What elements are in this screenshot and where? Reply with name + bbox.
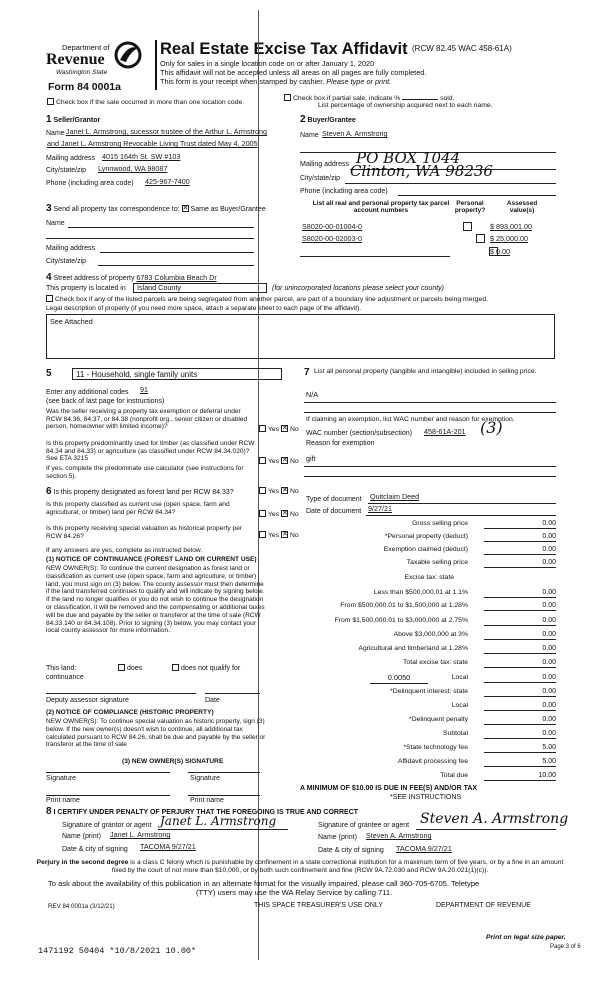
section7-doc-date[interactable]: 9/27/21 — [368, 504, 392, 513]
tax-value[interactable]: 5.00 — [484, 758, 556, 767]
parcels-header-personal: Personal property? — [454, 200, 486, 215]
section6-n1-title: (1) NOTICE OF CONTINUANCE (FOREST LAND OR CURRENT USE) — [46, 556, 257, 563]
section5-add-codes[interactable]: 91 — [140, 385, 148, 394]
section6-n3-title: (3) NEW OWNER(S) SIGNATURE — [122, 758, 224, 765]
section4-uninc: (for unincorporated locations please select your county) — [272, 285, 444, 292]
seller-phone[interactable]: 425-967-7400 — [145, 177, 190, 186]
section7-doc-date-label: Date of document — [306, 508, 362, 515]
section6-n2-title: (2) NOTICE OF COMPLIANCE (HISTORIC PROPERTY) — [46, 709, 214, 716]
section7-reason-line-2 — [304, 476, 556, 477]
section5-q2-yes-label: Yes — [268, 458, 280, 465]
tax-label: Affidavit processing fee — [397, 758, 468, 765]
section6-sig-1: Signature — [46, 775, 76, 782]
header-sub3-b: Please type or print. — [326, 77, 392, 86]
seller-phone-label: Phone (including area code) — [46, 180, 134, 187]
same-as-buyer-checkbox[interactable] — [182, 205, 189, 212]
tax-value[interactable]: 0.00 — [484, 631, 556, 640]
section6-this-land: This land: — [46, 665, 77, 672]
seller-mailing-label: Mailing address — [46, 155, 96, 162]
section6-q2-no-label: No — [289, 511, 299, 518]
parcel-row-2-personal[interactable] — [476, 234, 485, 243]
section6-q3-no[interactable] — [281, 531, 288, 538]
section7-value[interactable]: N/A — [306, 390, 318, 399]
header-sub3-a: This form is your receipt when stamped by cashier. — [160, 77, 325, 86]
tax-label: Subtotal — [443, 730, 468, 737]
page-title: Real Estate Excise Tax Affidavit — [160, 40, 408, 58]
tax-see-instr: *SEE INSTRUCTIONS — [390, 794, 462, 801]
grantee-name-label: Name (print) — [318, 834, 357, 841]
section5-q2: Is this property predominantly used for timber (as classified under RCW 84.34 and 84.33) or agriculture (as classified under RCW 84.34.020)? See ETA 3215 — [46, 440, 255, 463]
tax-value[interactable]: 0.00 — [484, 645, 556, 654]
recording-stamp: 1471192 50404 *10/8/2021 10.00* — [38, 946, 197, 956]
tax-label: Taxable selling price — [406, 559, 468, 566]
tax-label: *Delinquent interest: state — [390, 688, 468, 695]
same-as-buyer-label: Same as Buyer/Grantee — [190, 206, 266, 213]
section7-wac-label: WAC number (section/subsection) — [306, 430, 412, 437]
section5-q1: Was the seller receiving a property tax exemption or deferral under RCW 84.36, 84.37, or 84.38 (nonprofit org., senior citizen or disabled person, homeowner with limited income)? — [46, 408, 248, 431]
section7-doc-date-line — [366, 515, 556, 516]
grantee-name[interactable]: Steven A. Armstrong — [366, 831, 432, 840]
section6-print-2: Print name — [190, 797, 224, 804]
section3-label: Send all property tax correspondence to: — [53, 206, 180, 213]
grantee-sig-line — [416, 829, 556, 830]
page-number: Page 3 of 6 — [550, 944, 581, 950]
tax-label: Above $3,000,000 at 3% — [393, 631, 468, 638]
section3-mailing-label: Mailing address — [46, 245, 96, 252]
section6-if-yes: If any answers are yes, complete as instructed below. — [46, 547, 203, 554]
section3-city-label: City/state/zip — [46, 258, 87, 265]
tax-value[interactable]: 0.00 — [484, 602, 556, 611]
tax-value[interactable]: 0.00 — [484, 730, 556, 739]
tax-row-tier1 — [300, 589, 556, 601]
seller-name-label: Name — [46, 130, 65, 137]
tax-label: Local — [451, 674, 468, 681]
section7-num: 7 — [304, 367, 310, 378]
section6-q2: Is this property classified as current use (open space, farm and agricultural, or timber) land per RCW 84.34? — [46, 501, 230, 516]
tax-row-gross — [300, 520, 556, 532]
buyer-city[interactable]: Clinton, WA 98236 — [350, 162, 493, 180]
section6-q3-answer[interactable] — [259, 531, 299, 540]
section5-q1-no-label: No — [289, 426, 299, 433]
rcw-ref: (RCW 82.45 WAC 458-61A) — [412, 44, 512, 53]
section7-reason-label: Reason for exemption — [306, 440, 375, 447]
section4-street-row — [46, 272, 217, 284]
grantee-date-label: Date & city of signing — [318, 847, 384, 854]
parcel-row-1-personal[interactable] — [463, 222, 472, 231]
section3-city-line — [98, 265, 254, 266]
section3-name-label: Name — [46, 220, 65, 227]
section6-does-not-check[interactable] — [172, 664, 240, 673]
tax-row-tech-fee — [300, 744, 556, 756]
grantor-sig-line — [158, 829, 288, 830]
section4-located-label: This property is located in — [46, 285, 126, 292]
perjury-text: is a class C felony which is punishable by confinement in a state correctional institution for a maximum term of five years, or by a fine in an amount fixed by the court of not more than $10,000, or by both such confinement and fine (RCW 9A.72.030 and RCW 9A.20.021(1)(c)). — [111, 859, 564, 875]
tax-value[interactable]: 0.00 — [484, 688, 556, 697]
section6-q1-no[interactable] — [281, 487, 288, 494]
section6-q1-no-label: No — [289, 488, 299, 495]
section6-deputy-sig: Deputy assessor signature — [46, 697, 129, 704]
tax-value[interactable]: 5.00 — [484, 744, 556, 753]
grantor-sig-label: Signature of grantor or agent — [62, 822, 152, 829]
tax-row-personal — [300, 533, 556, 545]
legal-paper-note: Print on legal size paper. — [486, 934, 566, 941]
tax-value[interactable]: 0.00 — [484, 589, 556, 598]
section6-q2-yes[interactable] — [259, 510, 266, 517]
dor-footer: DEPARTMENT OF REVENUE — [436, 902, 531, 909]
tax-value[interactable]: 0.00 — [484, 546, 556, 555]
section6-print-1: Print name — [46, 797, 80, 804]
buyer-mailing-label: Mailing address — [300, 161, 350, 168]
buyer-city-line — [345, 183, 556, 184]
section4-num: 4 — [46, 272, 52, 283]
treasurer-use: THIS SPACE TREASURER'S USE ONLY — [254, 902, 383, 909]
buyer-heading — [300, 114, 356, 126]
section6-q3: Is this property receiving special valuation as historical property per RCW 84.26? — [46, 525, 243, 540]
tax-value[interactable]: 0.00 — [484, 659, 556, 668]
tax-value[interactable]: 0.00 — [484, 716, 556, 725]
section7-doc-type-line — [368, 503, 556, 504]
grantor-name-label: Name (print) — [62, 833, 101, 840]
section3-name-line — [68, 227, 254, 228]
section4-segregated[interactable] — [46, 295, 488, 304]
section6-deputy-date: Date — [205, 697, 220, 704]
section5-q2-answer[interactable] — [259, 457, 299, 466]
section4-legal-label: Legal description of property (if you need more space, attach a separate sheet to each page of the affidavit). — [46, 305, 362, 312]
dor-emblem-icon — [114, 40, 142, 70]
section5-q1-no[interactable] — [281, 425, 288, 432]
section5-add-codes-label: Enter any additional codes — [46, 389, 129, 396]
section6-q1: Is this property designated as forest land per RCW 84.33? — [53, 489, 234, 496]
tax-row-processing — [300, 758, 556, 770]
partial-sale-pct[interactable] — [402, 93, 438, 100]
seller-heading — [46, 114, 100, 126]
section3-mailing-line — [100, 252, 254, 253]
section8-certify: I CERTIFY UNDER PENALTY OF PERJURY THAT THE FOREGOING IS TRUE AND CORRECT — [53, 809, 359, 816]
perjury-notice — [30, 859, 570, 875]
form-number: Form 84 0001a — [48, 81, 121, 93]
dor-logo — [46, 40, 156, 92]
parcel-row-2-number[interactable]: S8020-00-02003-0 — [302, 234, 362, 243]
section7-exempt-label: If claiming an exemption, list WAC number and reason for exemption. — [306, 416, 515, 423]
section6-does-checkbox[interactable] — [118, 664, 125, 671]
tax-label: Exemption claimed (deduct) — [383, 546, 468, 553]
section6-does-not-label: does not qualify for — [181, 665, 241, 672]
multi-location-checkbox[interactable] — [47, 98, 54, 105]
grantor-signature[interactable]: Janet L. Armstrong — [160, 814, 277, 828]
tax-label: From $1,500,000.01 to $3,000,000 at 2.75% — [334, 617, 468, 624]
grantor-date[interactable]: TACOMA 9/27/21 — [140, 842, 196, 851]
tax-row-subtotal — [300, 730, 556, 742]
section7-wac[interactable]: 458-61A-201 — [424, 427, 466, 436]
section7-doc-type-label: Type of document — [306, 496, 362, 503]
partial-sale-label: Check box if partial sale, indicate % — [293, 95, 401, 102]
tax-label: From $500,000.01 to $1,500,000 at 1.28% — [340, 602, 468, 609]
tax-row-total-state — [300, 659, 556, 671]
header-sub3 — [160, 78, 391, 86]
section4-county: Island County — [137, 283, 181, 292]
seller-city-label: City/state/zip — [46, 167, 87, 174]
tax-label: Total excise tax: state — [403, 659, 468, 666]
grantee-signature[interactable]: Steven A. Armstrong — [420, 811, 569, 827]
tax-row-tier4 — [300, 631, 556, 643]
parcels-header-assessed: Assessed value(s) — [506, 200, 538, 215]
section4-legal-box[interactable] — [46, 314, 555, 359]
tax-value[interactable]: 0.00 — [484, 617, 556, 626]
section6-q3-yes-label: Yes — [268, 532, 280, 539]
section5-q2-no[interactable] — [281, 457, 288, 464]
multi-location-label: Check box if the sale occurred in more than one location code. — [56, 99, 245, 106]
tax-row-delinq-state — [300, 688, 556, 700]
tax-value[interactable]: 0.00 — [484, 533, 556, 542]
tax-label: *State technology fee — [403, 744, 468, 751]
deputy-sig-line[interactable] — [46, 693, 196, 694]
buyer-name-label: Name — [300, 132, 319, 139]
section6-n2-body: NEW OWNER(S): To continue special valuation as historic property, sign (3) below. If the new owner(s) doesn't wish to continue, all additional tax calculated pursuant to RCW 84.26, shall be due and payable by the seller or transferor at the time of sale — [46, 718, 266, 749]
parcels-header-list: List all real and personal property tax parcel account numbers — [312, 200, 450, 215]
tax-value[interactable]: 0.00 — [484, 559, 556, 568]
access-line-1: To ask about the availability of this publication in an alternate format for the visually impaired, please call 360-705-6705. Teletype — [48, 879, 480, 888]
parcel-row-1-number[interactable]: S8020-00-01004-0 — [302, 222, 362, 231]
grantor-date-label: Date & city of signing — [62, 846, 128, 853]
section6-q2-answer[interactable] — [259, 510, 299, 519]
dor-state: Washington State — [56, 69, 108, 76]
seller-title: Seller/Grantor — [53, 117, 101, 124]
rev-number: REV 84 0001a (3/12/21) — [48, 903, 115, 910]
tax-label: Excise tax: state — [404, 574, 454, 581]
section4-legal-value: See Attached — [50, 317, 93, 326]
perjury-bold: Perjury in the second degree — [36, 859, 129, 866]
access-line-2: (TTY) users may use the WA Relay Service by calling 711. — [196, 888, 393, 897]
section6-q1-row — [46, 486, 234, 498]
section5-q2-no-label: No — [289, 458, 299, 465]
header-sub2: This affidavit will not be accepted unless all areas on all pages are fully completed. — [160, 68, 427, 77]
grantee-date[interactable]: TACOMA 9/27/21 — [396, 844, 452, 853]
section7-reason-line-1 — [304, 466, 556, 467]
section3-heading — [46, 203, 266, 215]
section6-q2-yes-label: Yes — [268, 511, 280, 518]
section6-q3-yes[interactable] — [259, 531, 266, 538]
section6-does-not-checkbox[interactable] — [172, 664, 179, 671]
partial-note: List percentage of ownership acquired next to each name. — [318, 102, 493, 109]
owner-sig-line-1[interactable] — [46, 772, 170, 773]
tax-local-rate-box[interactable] — [370, 674, 428, 684]
tax-label: Local — [451, 702, 468, 709]
parcel-row-2-value[interactable]: $ 25,000.00 — [490, 234, 528, 243]
deputy-date-line[interactable] — [205, 693, 260, 694]
tax-row-tier2 — [300, 602, 556, 614]
section6-q3-no-label: No — [289, 532, 299, 539]
section7-label: List all personal property (tangible and intangible) included in selling price. — [314, 368, 537, 375]
owner-print-line-2[interactable] — [188, 795, 260, 796]
section6-does-check[interactable] — [118, 664, 142, 673]
section5-q2-note: If yes, complete the predominate use calculator (see instructions for section 5). — [46, 465, 244, 480]
section7-doc-type[interactable]: Quitclaim Deed — [370, 492, 420, 501]
tax-row-agri — [300, 645, 556, 657]
section5-q1-yes-label: Yes — [268, 426, 280, 433]
partial-sale-sold: sold. — [440, 95, 455, 102]
section7-line-2 — [304, 412, 556, 413]
tax-label: Gross selling price — [412, 520, 468, 527]
section5-q1-answer[interactable] — [259, 425, 299, 434]
header-sub1: Only for sales in a single location code on or after January 1, 2020 — [160, 59, 375, 68]
section3-name-line2 — [46, 238, 254, 239]
tax-label: *Delinquent penalty — [409, 716, 468, 723]
seller-num: 1 — [46, 114, 52, 125]
buyer-phone-line — [398, 195, 556, 196]
tax-value[interactable]: 0.00 — [484, 674, 556, 683]
buyer-phone-label: Phone (including area code) — [300, 188, 388, 195]
tax-row-local — [300, 674, 556, 686]
section5-see-back: (see back of last page for instructions) — [46, 398, 165, 405]
header-divider — [155, 40, 157, 90]
section8-num: 8 — [46, 806, 52, 817]
tax-value[interactable]: 0.00 — [484, 520, 556, 529]
seller-city[interactable]: Lynnwood, WA 98087 — [98, 164, 168, 173]
section6-continuance: continuance — [46, 674, 84, 681]
section4-street[interactable]: 6783 Columbia Beach Dr — [136, 273, 217, 282]
parcel-row-3-number[interactable] — [300, 256, 450, 257]
section5-q2-yes[interactable] — [259, 457, 266, 464]
section7-reason[interactable]: gift — [306, 454, 316, 463]
section7-line-1 — [304, 402, 556, 403]
grantee-sig-label: Signature of grantee or agent — [318, 822, 410, 829]
grantor-name[interactable]: Janet L. Armstrong — [110, 830, 171, 839]
buyer-title: Buyer/Grantee — [307, 117, 356, 124]
partial-sale-checkbox[interactable] — [284, 94, 291, 101]
section6-num: 6 — [46, 486, 52, 497]
tax-value[interactable]: 0.00 — [484, 702, 556, 711]
section6-does-label: does — [127, 665, 143, 672]
tax-row-penalty — [300, 716, 556, 728]
seller-name-1[interactable]: Janet L. Armstrong, sucessor trustee of the Arthur L. Armstrong — [66, 127, 267, 136]
buyer-city-label: City/state/zip — [300, 175, 341, 182]
dor-line1: Department of — [62, 43, 110, 52]
buyer-mailing[interactable]: PO BOX 1044 — [356, 149, 461, 167]
tax-minimum: A MINIMUM OF $10.00 IS DUE IN FEE(S) AND/OR TAX — [300, 785, 478, 792]
multi-location-check[interactable] — [47, 98, 244, 107]
segregated-checkbox[interactable] — [46, 295, 53, 302]
tax-row-taxable — [300, 559, 556, 571]
tax-label: Agricultural and timberland at 1.28% — [358, 645, 468, 652]
section5-use-code-value: 11 - Household, single family units — [76, 370, 198, 379]
section5-q1-yes[interactable] — [259, 425, 266, 432]
seller-mailing[interactable]: 4015 164th St. SW #103 — [102, 152, 181, 161]
tax-local-rate: 0.0050 — [387, 673, 411, 682]
section6-q1-answer[interactable] — [259, 487, 299, 496]
seller-name-2[interactable]: and Janet L. Armstrong Revocable Living Trust dated May 4, 2005 — [47, 139, 258, 148]
segregated-label: Check box if any of the listed parcels are being segregated from another parcel, are part of a boundary line adjustment or parcels being merged. — [55, 296, 488, 303]
tax-row-exemption — [300, 546, 556, 558]
tax-label: Total due — [440, 772, 468, 779]
dor-name: Revenue — [46, 51, 105, 68]
tax-row-excise-heading — [300, 574, 556, 586]
buyer-name[interactable]: Steven A. Armstrong — [322, 129, 388, 138]
tax-label: *Personal property (deduct) — [384, 533, 468, 540]
parcel-row-1-value[interactable]: $ 893,001.00 — [490, 222, 532, 231]
section5-num: 5 — [46, 368, 52, 379]
tax-value[interactable]: 10.00 — [484, 772, 556, 781]
tax-row-total-due — [300, 772, 556, 784]
section6-q2-no[interactable] — [281, 510, 288, 517]
parcel-row-3-value[interactable]: $ 0.00 — [490, 247, 510, 256]
section6-n1-body: NEW OWNER(S): To continue the current designation as forest land or classification as current use (open space, farm and agriculture, or timber) land, you must sign on (3) below. The county assessor must then determine if the land transferred continues to qualify and will indicate by signing below. If the land no longer qualifies or you do not wish to continue the designation or classification, it will be removed and the compensating or additional taxes will be due and payable by the seller or transferor at the time of sale (RCW 84.33.140 or 84.34.108). Prior to signing (3) below, you may contact your local county assessor for more information. — [46, 565, 265, 635]
tax-row-tier3 — [300, 617, 556, 629]
tax-label: Less than $500,000.01 at 1.1% — [373, 589, 468, 596]
owner-sig-line-2[interactable] — [188, 772, 260, 773]
section7-wac-hand[interactable]: (3) — [480, 418, 503, 437]
tax-row-delinq-local — [300, 702, 556, 714]
section6-q1-yes-label: Yes — [268, 488, 280, 495]
section3-num: 3 — [46, 203, 52, 214]
section4-street-label: Street address of property — [53, 275, 135, 282]
buyer-num: 2 — [300, 114, 306, 125]
owner-print-line-1[interactable] — [46, 795, 170, 796]
section6-sig-2: Signature — [190, 775, 220, 782]
section4-county-select[interactable] — [133, 283, 267, 293]
section5-use-code[interactable] — [72, 368, 282, 380]
section6-q1-yes[interactable] — [259, 487, 266, 494]
